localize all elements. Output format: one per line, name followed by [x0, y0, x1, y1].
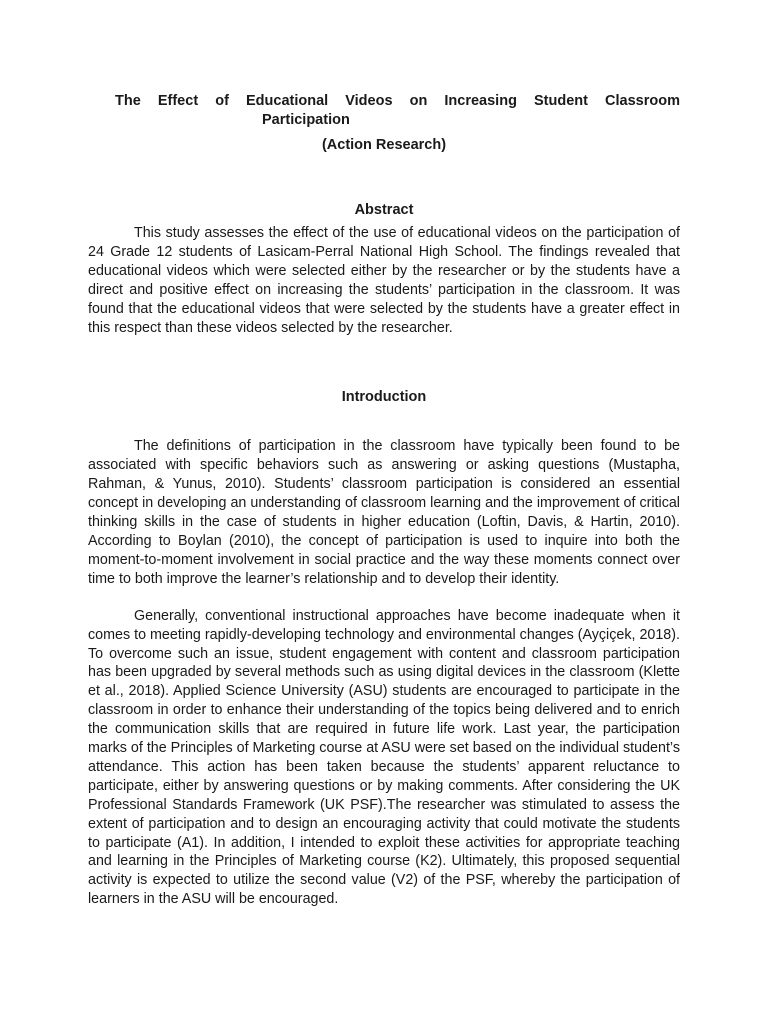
abstract-heading: Abstract	[354, 202, 414, 218]
abstract-paragraph: This study assesses the effect of the use of educational videos on the participation of 24 Grade 12 students of Lasicam-Perral National High School. The findings revealed that educational videos which were selected either by the researcher or by the students have a direct and positive effect on increasing the students’ participation in the classroom. It was found that the educational videos that were selected by the students have a greater effect in this respect than these videos selected by the researcher.	[88, 225, 680, 336]
introduction-paragraph-1: The definitions of participation in the classroom have typically been found to be associated with specific behaviors such as answering or asking questions (Mustapha, Rahman, & Yunus, 2010). Students’ classroom participation is considered an essential concept in developing an understanding of classroom learning and the improvement of critical thinking skills in the case of students in higher education (Loftin, Davis, & Hartin, 2010). According to Boylan (2010), the concept of participation is used to inquire into both the moment-to-moment involvement in social practice and the way these moments connect over time to both improve the learner’s relationship and to develop their identity.	[88, 438, 680, 587]
introduction-heading: Introduction	[341, 389, 427, 406]
introduction-paragraph-2: Generally, conventional instructional approaches have become inadequate when it comes to meeting rapidly-developing technology and environmental changes (Ayçiçek, 2018). To overcome such an issue, student engagement with content and classroom participation has been upgraded by several methods such as using digital devices in the classroom (Klette et al., 2018). Applied Science University (ASU) students are encouraged to participate in the classroom in order to enhance their understanding of the topics being delivered and to enrich the communication skills that are required in future life work. Last year, the participation marks of the Principles of Marketing course at ASU were set based on the individual student’s attendance. This action has been taken because the students’ apparent reluctance to participate, either by answering questions or by making comments. After considering the UK Professional Standards Framework (UK PSF).The researcher was stimulated to assess the extent of participation and to design an encouraging activity that could motivate the students to participate (A1). In addition, I intended to exploit these activities for appropriate teaching and learning in the Principles of Marketing course (K2). Ultimately, this proposed sequential activity is expected to utilize the second value (V2) of the PSF, whereby the participation of learners in the ASU will be encouraged.	[88, 607, 680, 908]
document-page	[88, 92, 680, 909]
paper-title: The Effect of Educational Videos on Increasing Student Classroom	[115, 93, 680, 109]
paper-subtitle: (Action Research)	[321, 137, 447, 153]
paper-title-continuation: Participation	[262, 112, 350, 128]
